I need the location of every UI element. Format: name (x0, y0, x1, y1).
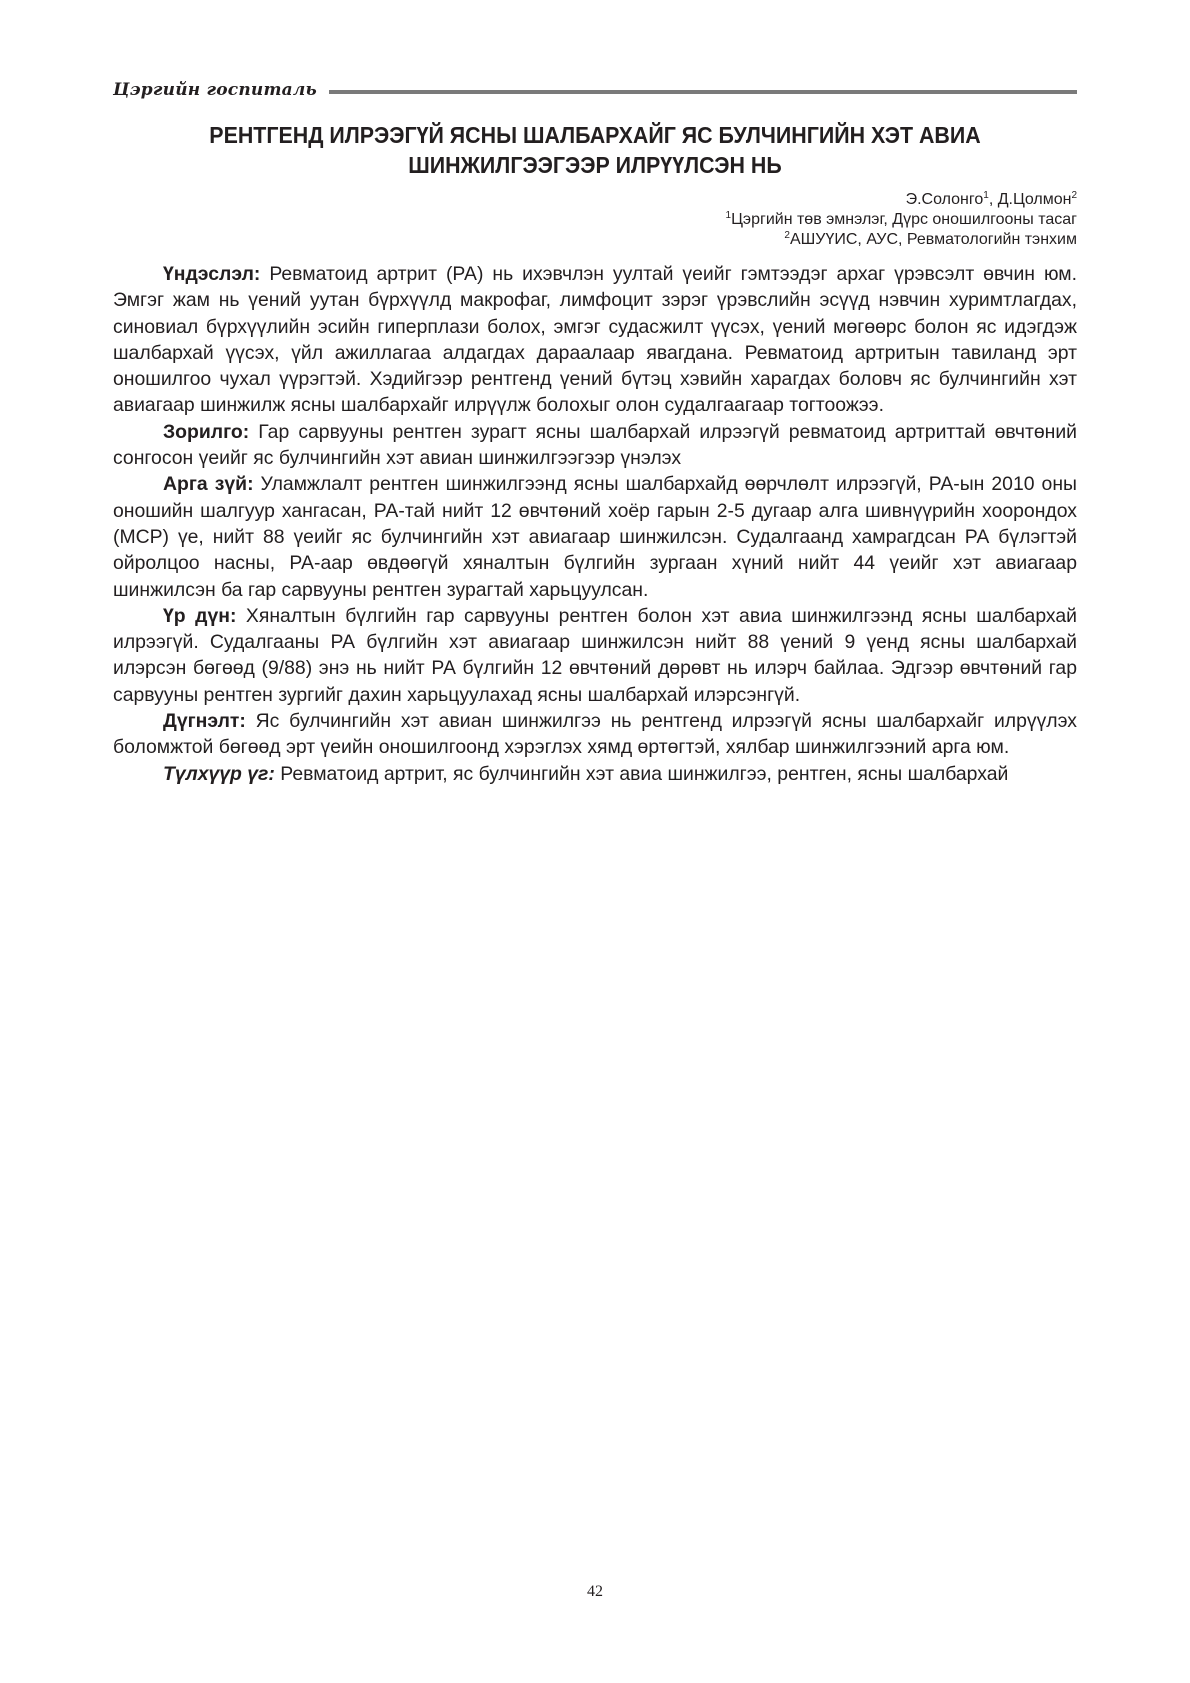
objective-text: Гар сарвууны рентген зурагт ясны шалбархай илрээгүй ревматоид артриттай өвчтөний сонгосон үеийг яс булчингийн хэт авиан шинжилгээгээр үнэлэх (113, 420, 1077, 470)
objective-label: Зорилго: (163, 420, 250, 443)
author-1: Э.Солонго (905, 191, 984, 208)
background-text: Ревматоид артрит (РА) нь ихэвчлэн уултай үеийг гэмтээдэг архаг үрэвсэлт өвчин юм. Эмгэг жам нь үений уутан бүрхүүлд макрофаг, лимфоцит зэрэг үрэвслийн эсүүд нэвчин хуримтлагдах, синовиал бүрхүүлийн эсийн гиперплази болох, эмгэг судасжилт үүсэх, үений мөгөөрс болон яс идэгдэж шалбархай үүсэх, үйл ажиллагаа алдагдах дараалаар явагдана. Ревматоид артритын тавиланд эрт оношилгоо чухал үүрэгтэй. Хэдийгээр рентгенд үений бүтэц хэвийн харагдах боловч яс булчингийн хэт авиагаар шинжилж ясны шалбархайг илрүүлж болохыг олон судалгаагаар тогтоожээ. (113, 263, 1077, 417)
affiliation-1 (726, 210, 1077, 230)
conclusion-label: Дүгнэлт: (163, 710, 246, 733)
abstract-objective (113, 419, 1077, 472)
header-rule (329, 90, 1077, 94)
conclusion-text: Яс булчингийн хэт авиан шинжилгээ нь рентгенд илрээгүй ясны шалбархайг илрүүлэх боломжтой бөгөөд эрт үеийн оношилгоонд хэрэглэх хямд өртөгтэй, хялбар шинжилгээний арга юм. (113, 710, 1077, 759)
methods-text: Уламжлалт рентген шинжилгээнд ясны шалбархайд өөрчлөлт илрээгүй, РА-ын 2010 оны оношийн шалгуур хангасан, РА-тай нийт 12 өвчтөний хоёр гарын 2-5 дугаар алга шивнүүрийн хоорондох (МСР) үе, нийт 88 үеийг яс булчингийн хэт авиагаар шинжилсэн. Судалгаанд хамрагдсан РА бүлэгтэй ойролцоо насны, РА-аар өвдөөгүй хяналтын бүлгийн зургаан хүний нийт 44 үеийг хэт авиагаар шинжилсэн ба гар сарвууны рентген зурагтай харьцуулсан. (113, 473, 1077, 601)
abstract-keywords (113, 761, 1077, 787)
title-line-2: ШИНЖИЛГЭЭГЭЭР ИЛРҮҮЛСЭН НЬ (408, 152, 782, 178)
author-separator: , (988, 191, 998, 208)
page-number: 42 (587, 1583, 603, 1600)
affiliation-1-text: Цэргийн төв эмнэлэг, Дүрс оношилгооны тасаг (731, 211, 1077, 228)
keywords-text: Ревматоид артрит, яс булчингийн хэт авиа шинжилгээ, рентген, ясны шалбархай (274, 762, 1009, 785)
article-title (147, 120, 1044, 180)
keywords-label: Түлхүүр үг: (163, 762, 275, 785)
abstract-results (113, 603, 1077, 708)
results-text: Хяналтын бүлгийн гар сарвууны рентген болон хэт авиа шинжилгээнд ясны шалбархай илрээгүй. Судалгааны РА бүлгийн хэт авиагаар шинжилсэн нийт 88 үений 9 үенд ясны шалбархай илэрсэн бөгөөд (9/88) энэ нь нийт РА бүлгийн 12 өвчтөний дөрөвт нь илэрч байлаа. Эдгээр өвчтөний гар сарвууны рентген зургийг дахин харьцуулахад ясны шалбархай илэрсэнгүй. (113, 604, 1077, 706)
author-block (726, 190, 1077, 250)
methods-label: Арга зүй: (163, 473, 254, 496)
affiliation-2 (726, 230, 1077, 250)
journal-name: Цэргийн госпиталь (113, 80, 317, 100)
abstract (113, 261, 1077, 787)
running-head (113, 78, 1077, 102)
abstract-conclusion (113, 708, 1077, 761)
results-label: Үр дүн: (163, 604, 237, 627)
author-1-affiliation-mark: 1 (983, 190, 989, 201)
abstract-methods (113, 471, 1077, 602)
author-2-affiliation-mark: 2 (1071, 190, 1077, 201)
abstract-background (113, 261, 1077, 419)
author-2: Д.Цолмон (997, 191, 1072, 208)
background-label: Үндэслэл: (163, 263, 261, 285)
author-names (726, 190, 1077, 210)
affiliation-2-mark: 2 (784, 230, 790, 241)
affiliation-1-mark: 1 (725, 210, 732, 221)
title-line-1: РЕНТГЕНД ИЛРЭЭГҮЙ ЯСНЫ ШАЛБАРХАЙГ ЯС БУЛЧИНГИЙН ХЭТ АВИА (209, 122, 981, 148)
affiliation-2-text: АШУҮИС, АУС, Ревматологийн тэнхим (789, 231, 1077, 248)
